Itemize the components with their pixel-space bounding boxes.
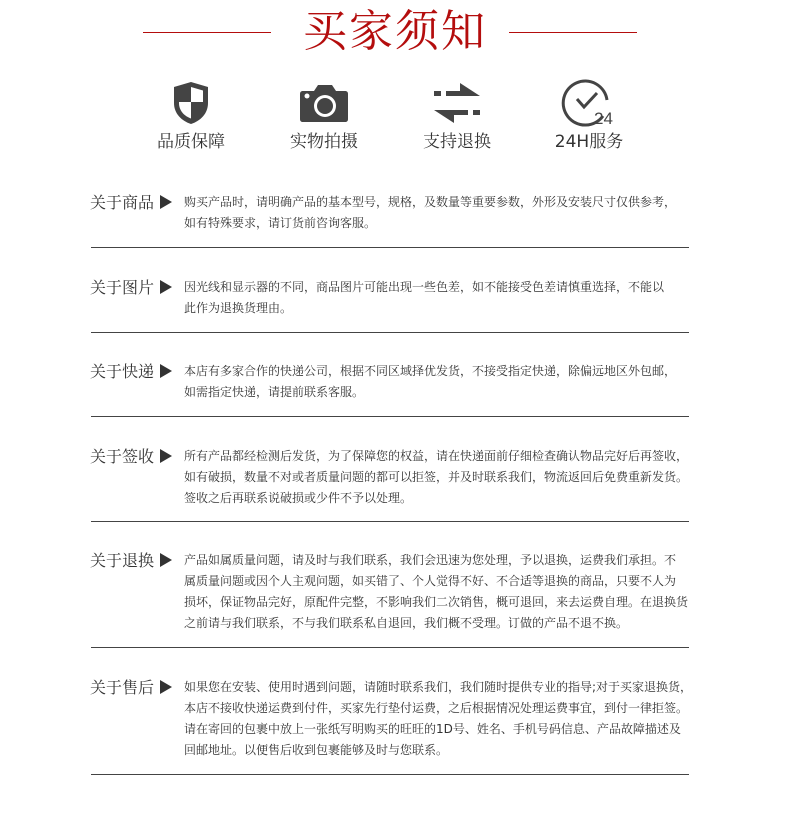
shield-icon <box>131 78 251 128</box>
feature-label: 实物拍摄 <box>290 132 358 152</box>
feature-strip <box>0 78 790 158</box>
section-body: 购买产品时，请明确产品的基本型号，规格，及数量等重要参数，外形及安装尺寸仅供参考， 如有特殊要求，请订货前咨询客服。 <box>184 195 677 230</box>
exchange-arrows-icon <box>397 78 517 128</box>
clock-24-icon <box>529 78 649 128</box>
section-divider <box>91 774 689 775</box>
section-divider <box>91 521 689 522</box>
feature-label: 品质保障 <box>157 132 225 152</box>
header-divider-left <box>143 32 271 33</box>
feature-returns-supported <box>397 78 517 153</box>
section-divider <box>91 416 689 417</box>
feature-label: 支持退换 <box>423 132 491 152</box>
section-body: 如果您在安装、使用时遇到问题，请随时联系我们，我们随时提供专业的指导;对于买家退换货， 本店不接收快递运费到付件，买家先行垫付运费，之后根据情况处理运费事宜，到付一律拒签。 请在寄回的包裹中放上一张纸写明购买的旺旺的1D号、姓名、手机号码信息、产品故障描述及 回邮地址。以便售后收到包裹能够及时与您联系。 <box>184 680 693 757</box>
page-title: 买家须知 <box>303 6 487 57</box>
section-divider <box>91 332 689 333</box>
section-heading: 关于快递 <box>90 361 172 383</box>
triangle-right-icon <box>160 364 172 378</box>
svg-text:24: 24 <box>594 109 613 128</box>
feature-label: 24H服务 <box>554 132 624 152</box>
section-heading: 关于商品 <box>90 192 172 214</box>
triangle-right-icon <box>160 553 172 567</box>
feature-real-photos <box>264 78 384 153</box>
triangle-right-icon <box>160 280 172 294</box>
triangle-right-icon <box>160 195 172 209</box>
section-body: 产品如属质量问题，请及时与我们联系，我们会迅速为您处理，予以退换，运费我们承担。不 属质量问题或因个人主观问题，如买错了、个人觉得不好、不合适等退换的商品，只要不人为 损坏，保证物品完好，原配件完整，不影响我们二次销售，概可退回，来去运费自理。在退换货 之前请与我们联系，不与我们联系私自退回，我们概不受理。订做的产品不退不换。 <box>184 553 689 630</box>
triangle-right-icon <box>160 680 172 694</box>
section-heading: 关于图片 <box>90 277 172 299</box>
section-heading: 关于退换 <box>90 550 172 572</box>
section-body: 本店有多家合作的快递公司，根据不同区域择优发货，不接受指定快递，除偏远地区外包邮， 如需指定快递，请提前联系客服。 <box>184 364 677 399</box>
section-divider <box>91 247 689 248</box>
section-heading: 关于签收 <box>90 446 172 468</box>
section-body: 因光线和显示器的不同，商品图片可能出现一些色差，如不能接受色差请慎重选择，不能以 此作为退换货理由。 <box>184 280 665 315</box>
page-header <box>0 0 790 62</box>
header-divider-right <box>509 32 637 33</box>
section-body: 所有产品都经检测后发货，为了保障您的权益，请在快递面前仔细检查确认物品完好后再签收， 如有破损，数量不对或者质量问题的都可以拒签，并及时联系我们，物流返回后免费重新发货。 签收之后再联系说破损或少件不予以处理。 <box>184 449 689 505</box>
feature-24h-service <box>529 78 649 153</box>
camera-icon <box>264 78 384 128</box>
section-divider <box>91 647 689 648</box>
feature-quality-guarantee <box>131 78 251 153</box>
triangle-right-icon <box>160 449 172 463</box>
section-heading: 关于售后 <box>90 677 172 699</box>
